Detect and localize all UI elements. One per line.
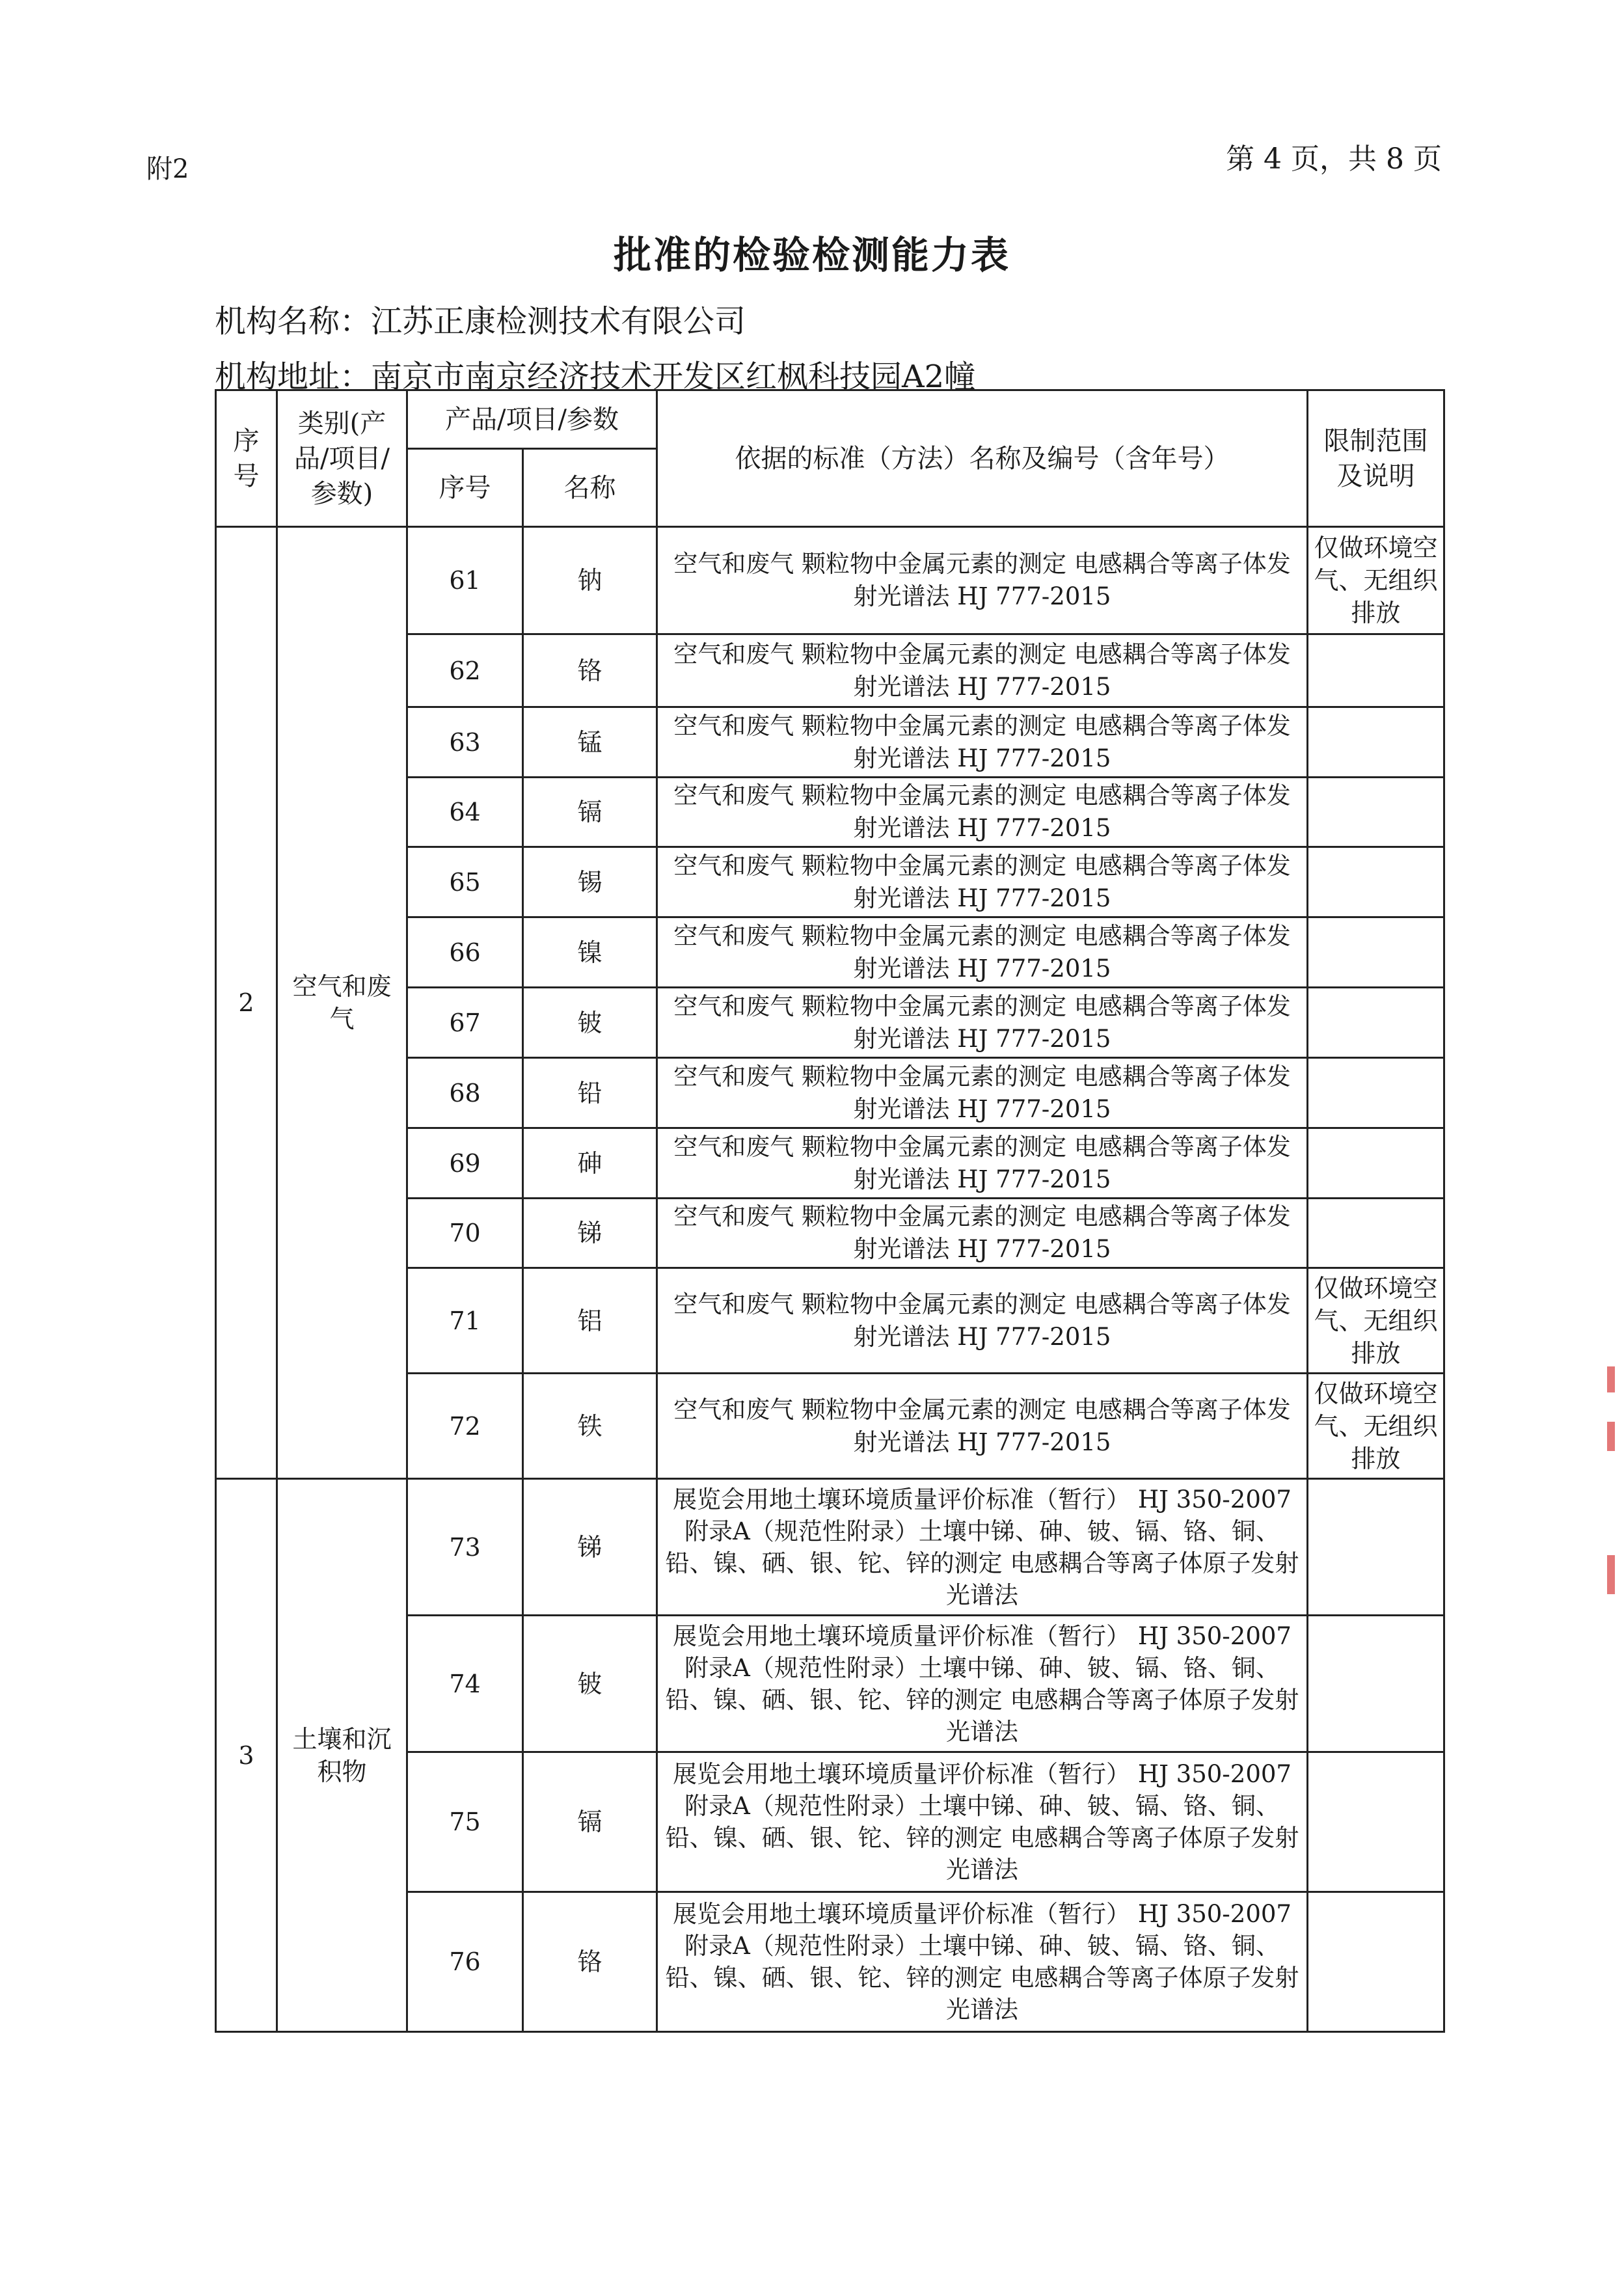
header-seq: 序号 (216, 390, 277, 527)
table-row (216, 527, 1444, 634)
row-number-cell: 76 (407, 1892, 523, 2032)
row-number-cell: 75 (407, 1752, 523, 1892)
row-name-cell: 铍 (523, 988, 657, 1058)
row-standard-cell: 空气和废气 颗粒物中金属元素的测定 电感耦合等离子体发射光谱法 HJ 777-2015 (657, 1199, 1308, 1268)
row-name-cell: 钠 (523, 527, 657, 634)
row-name-cell: 锑 (523, 1199, 657, 1268)
row-number-cell: 71 (407, 1268, 523, 1374)
capability-table (215, 389, 1445, 2033)
row-standard-cell: 展览会用地土壤环境质量评价标准（暂行） HJ 350-2007 附录A（规范性附录）土壤中锑、砷、铍、镉、铬、铜、铅、镍、硒、银、铊、锌的测定 电感耦合等离子体原子发射光谱法 (657, 1479, 1308, 1616)
row-limit-cell (1308, 988, 1444, 1058)
group-category-cell: 土壤和沉积物 (277, 1479, 407, 2032)
header-sub-name: 名称 (523, 449, 657, 527)
header-standard: 依据的标准（方法）名称及编号（含年号） (657, 390, 1308, 527)
row-limit-cell: 仅做环境空气、无组织排放 (1308, 527, 1444, 634)
stamp-mark (1607, 1422, 1615, 1451)
row-standard-cell: 空气和废气 颗粒物中金属元素的测定 电感耦合等离子体发射光谱法 HJ 777-2015 (657, 634, 1308, 707)
row-number-cell: 70 (407, 1199, 523, 1268)
row-standard-cell: 空气和废气 颗粒物中金属元素的测定 电感耦合等离子体发射光谱法 HJ 777-2015 (657, 847, 1308, 917)
row-number-cell: 61 (407, 527, 523, 634)
row-number-cell: 66 (407, 917, 523, 988)
row-name-cell: 锡 (523, 847, 657, 917)
group-category-cell: 空气和废气 (277, 527, 407, 1479)
row-number-cell: 69 (407, 1128, 523, 1199)
row-number-cell: 67 (407, 988, 523, 1058)
row-standard-cell: 空气和废气 颗粒物中金属元素的测定 电感耦合等离子体发射光谱法 HJ 777-2015 (657, 1374, 1308, 1479)
row-name-cell: 镉 (523, 1752, 657, 1892)
row-name-cell: 铬 (523, 1892, 657, 2032)
header-product: 产品/项目/参数 (407, 390, 657, 449)
row-limit-cell (1308, 634, 1444, 707)
row-limit-cell (1308, 778, 1444, 847)
row-standard-cell: 空气和废气 颗粒物中金属元素的测定 电感耦合等离子体发射光谱法 HJ 777-2015 (657, 707, 1308, 778)
row-standard-cell: 空气和废气 颗粒物中金属元素的测定 电感耦合等离子体发射光谱法 HJ 777-2015 (657, 1058, 1308, 1128)
row-name-cell: 镉 (523, 778, 657, 847)
organization-name: 机构名称：江苏正康检测技术有限公司 (215, 303, 746, 340)
row-standard-cell: 空气和废气 颗粒物中金属元素的测定 电感耦合等离子体发射光谱法 HJ 777-2015 (657, 988, 1308, 1058)
row-number-cell: 62 (407, 634, 523, 707)
row-standard-cell: 展览会用地土壤环境质量评价标准（暂行） HJ 350-2007 附录A（规范性附录）土壤中锑、砷、铍、镉、铬、铜、铅、镍、硒、银、铊、锌的测定 电感耦合等离子体原子发射光谱法 (657, 1752, 1308, 1892)
row-limit-cell (1308, 847, 1444, 917)
header-limit: 限制范围及说明 (1308, 390, 1444, 527)
table-row (216, 1479, 1444, 1616)
row-limit-cell (1308, 1128, 1444, 1199)
row-name-cell: 铁 (523, 1374, 657, 1479)
row-limit-cell (1308, 1892, 1444, 2032)
row-standard-cell: 空气和废气 颗粒物中金属元素的测定 电感耦合等离子体发射光谱法 HJ 777-2015 (657, 1128, 1308, 1199)
row-number-cell: 63 (407, 707, 523, 778)
organization-address: 机构地址：南京市南京经济技术开发区红枫科技园A2幢 (215, 359, 976, 395)
stamp-mark (1607, 1366, 1615, 1392)
stamp-mark (1607, 1555, 1615, 1594)
group-seq-cell: 2 (216, 527, 277, 1479)
row-name-cell: 铍 (523, 1616, 657, 1752)
row-standard-cell: 空气和废气 颗粒物中金属元素的测定 电感耦合等离子体发射光谱法 HJ 777-2015 (657, 527, 1308, 634)
row-name-cell: 锑 (523, 1479, 657, 1616)
row-limit-cell (1308, 1616, 1444, 1752)
row-standard-cell: 空气和废气 颗粒物中金属元素的测定 电感耦合等离子体发射光谱法 HJ 777-2015 (657, 778, 1308, 847)
header-category: 类别(产品/项目/参数) (277, 390, 407, 527)
row-standard-cell: 空气和废气 颗粒物中金属元素的测定 电感耦合等离子体发射光谱法 HJ 777-2015 (657, 917, 1308, 988)
row-number-cell: 68 (407, 1058, 523, 1128)
row-name-cell: 镍 (523, 917, 657, 988)
row-standard-cell: 展览会用地土壤环境质量评价标准（暂行） HJ 350-2007 附录A（规范性附录）土壤中锑、砷、铍、镉、铬、铜、铅、镍、硒、银、铊、锌的测定 电感耦合等离子体原子发射光谱法 (657, 1892, 1308, 2032)
header-sub-seq: 序号 (407, 449, 523, 527)
row-limit-cell (1308, 917, 1444, 988)
row-limit-cell (1308, 707, 1444, 778)
row-number-cell: 65 (407, 847, 523, 917)
row-limit-cell: 仅做环境空气、无组织排放 (1308, 1374, 1444, 1479)
row-name-cell: 砷 (523, 1128, 657, 1199)
row-number-cell: 72 (407, 1374, 523, 1479)
group-seq-cell: 3 (216, 1479, 277, 2032)
row-number-cell: 74 (407, 1616, 523, 1752)
row-name-cell: 铬 (523, 634, 657, 707)
row-name-cell: 铝 (523, 1268, 657, 1374)
row-standard-cell: 展览会用地土壤环境质量评价标准（暂行） HJ 350-2007 附录A（规范性附录）土壤中锑、砷、铍、镉、铬、铜、铅、镍、硒、银、铊、锌的测定 电感耦合等离子体原子发射光谱法 (657, 1616, 1308, 1752)
row-name-cell: 铅 (523, 1058, 657, 1128)
row-limit-cell (1308, 1479, 1444, 1616)
row-number-cell: 64 (407, 778, 523, 847)
row-limit-cell (1308, 1058, 1444, 1128)
row-limit-cell: 仅做环境空气、无组织排放 (1308, 1268, 1444, 1374)
row-limit-cell (1308, 1752, 1444, 1892)
row-name-cell: 锰 (523, 707, 657, 778)
document-title: 批准的检验检测能力表 (613, 233, 1010, 277)
attachment-label: 附2 (146, 154, 189, 184)
row-limit-cell (1308, 1199, 1444, 1268)
table-header-row (216, 390, 1444, 449)
row-number-cell: 73 (407, 1479, 523, 1616)
page-number: 第 4 页，共 8 页 (1226, 142, 1442, 176)
row-standard-cell: 空气和废气 颗粒物中金属元素的测定 电感耦合等离子体发射光谱法 HJ 777-2015 (657, 1268, 1308, 1374)
